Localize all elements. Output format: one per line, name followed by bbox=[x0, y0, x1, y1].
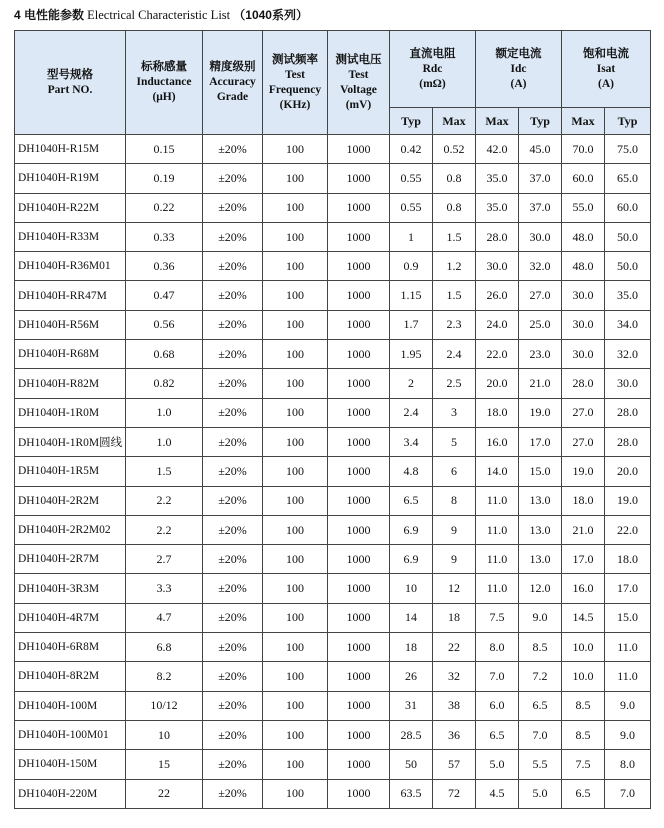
cell-part-number: DH1040H-R22M bbox=[15, 193, 126, 222]
subheader-isat-typ: Typ bbox=[605, 108, 651, 135]
table-row bbox=[15, 135, 651, 164]
cell-inductance: 2.7 bbox=[126, 545, 203, 574]
cell-part-number: DH1040H-100M bbox=[15, 691, 126, 720]
cell-idc-typ: 8.5 bbox=[519, 633, 562, 662]
cell-isat-max: 27.0 bbox=[562, 398, 605, 427]
cell-accuracy: ±20% bbox=[203, 281, 263, 310]
cell-part-number: DH1040H-R15M bbox=[15, 135, 126, 164]
cell-idc-typ: 5.0 bbox=[519, 779, 562, 808]
cell-accuracy: ±20% bbox=[203, 369, 263, 398]
cell-test-frequency: 100 bbox=[263, 193, 328, 222]
cell-idc-typ: 17.0 bbox=[519, 427, 562, 456]
table-row bbox=[15, 252, 651, 281]
cell-isat-typ: 18.0 bbox=[605, 545, 651, 574]
cell-test-voltage: 1000 bbox=[328, 340, 390, 369]
cell-inductance: 0.19 bbox=[126, 164, 203, 193]
cell-accuracy: ±20% bbox=[203, 252, 263, 281]
cell-isat-typ: 65.0 bbox=[605, 164, 651, 193]
cell-isat-typ: 28.0 bbox=[605, 398, 651, 427]
table-row bbox=[15, 340, 651, 369]
table-row bbox=[15, 222, 651, 251]
cell-idc-max: 35.0 bbox=[476, 164, 519, 193]
cell-idc-typ: 37.0 bbox=[519, 164, 562, 193]
cell-isat-max: 48.0 bbox=[562, 252, 605, 281]
cell-part-number: DH1040H-2R7M bbox=[15, 545, 126, 574]
cell-test-voltage: 1000 bbox=[328, 515, 390, 544]
cell-accuracy: ±20% bbox=[203, 427, 263, 456]
cell-rdc-typ: 6.5 bbox=[390, 486, 433, 515]
cell-isat-max: 19.0 bbox=[562, 457, 605, 486]
cell-isat-max: 28.0 bbox=[562, 369, 605, 398]
cell-idc-typ: 30.0 bbox=[519, 222, 562, 251]
cell-isat-typ: 11.0 bbox=[605, 662, 651, 691]
cell-accuracy: ±20% bbox=[203, 135, 263, 164]
cell-idc-typ: 5.5 bbox=[519, 750, 562, 779]
cell-test-voltage: 1000 bbox=[328, 574, 390, 603]
cell-rdc-typ: 0.9 bbox=[390, 252, 433, 281]
header-inductance: 标称感量 Inductance (μH) bbox=[126, 31, 203, 135]
cell-isat-max: 55.0 bbox=[562, 193, 605, 222]
cell-part-number: DH1040H-4R7M bbox=[15, 603, 126, 632]
title-prefix: 4 电性能参数 bbox=[14, 8, 85, 22]
cell-rdc-max: 1.5 bbox=[433, 281, 476, 310]
cell-test-voltage: 1000 bbox=[328, 633, 390, 662]
cell-inductance: 0.22 bbox=[126, 193, 203, 222]
cell-inductance: 22 bbox=[126, 779, 203, 808]
table-row bbox=[15, 427, 651, 456]
cell-isat-max: 70.0 bbox=[562, 135, 605, 164]
cell-rdc-max: 0.52 bbox=[433, 135, 476, 164]
cell-rdc-max: 32 bbox=[433, 662, 476, 691]
cell-isat-typ: 17.0 bbox=[605, 574, 651, 603]
title-series: （1040系列） bbox=[233, 8, 308, 22]
subheader-rdc-typ: Typ bbox=[390, 108, 433, 135]
cell-test-frequency: 100 bbox=[263, 603, 328, 632]
cell-inductance: 15 bbox=[126, 750, 203, 779]
cell-isat-typ: 50.0 bbox=[605, 252, 651, 281]
cell-rdc-max: 72 bbox=[433, 779, 476, 808]
cell-inductance: 1.5 bbox=[126, 457, 203, 486]
cell-rdc-typ: 2.4 bbox=[390, 398, 433, 427]
cell-test-voltage: 1000 bbox=[328, 398, 390, 427]
cell-test-frequency: 100 bbox=[263, 691, 328, 720]
cell-test-voltage: 1000 bbox=[328, 691, 390, 720]
table-row bbox=[15, 603, 651, 632]
cell-test-voltage: 1000 bbox=[328, 603, 390, 632]
cell-isat-max: 8.5 bbox=[562, 691, 605, 720]
cell-idc-max: 8.0 bbox=[476, 633, 519, 662]
table-row bbox=[15, 750, 651, 779]
cell-inductance: 0.82 bbox=[126, 369, 203, 398]
cell-rdc-typ: 28.5 bbox=[390, 720, 433, 749]
cell-inductance: 0.68 bbox=[126, 340, 203, 369]
cell-inductance: 2.2 bbox=[126, 486, 203, 515]
cell-test-frequency: 100 bbox=[263, 633, 328, 662]
cell-inductance: 1.0 bbox=[126, 427, 203, 456]
cell-rdc-typ: 63.5 bbox=[390, 779, 433, 808]
table-row bbox=[15, 720, 651, 749]
cell-rdc-typ: 0.42 bbox=[390, 135, 433, 164]
cell-idc-max: 6.0 bbox=[476, 691, 519, 720]
cell-rdc-typ: 26 bbox=[390, 662, 433, 691]
cell-idc-max: 7.5 bbox=[476, 603, 519, 632]
table-row bbox=[15, 662, 651, 691]
cell-isat-max: 30.0 bbox=[562, 340, 605, 369]
cell-accuracy: ±20% bbox=[203, 662, 263, 691]
cell-idc-typ: 23.0 bbox=[519, 340, 562, 369]
cell-test-voltage: 1000 bbox=[328, 193, 390, 222]
table-row bbox=[15, 779, 651, 808]
table-row bbox=[15, 310, 651, 339]
cell-test-frequency: 100 bbox=[263, 486, 328, 515]
cell-idc-max: 35.0 bbox=[476, 193, 519, 222]
cell-idc-max: 11.0 bbox=[476, 515, 519, 544]
cell-test-voltage: 1000 bbox=[328, 281, 390, 310]
header-isat: 饱和电流 Isat (A) bbox=[562, 31, 651, 108]
cell-inductance: 1.0 bbox=[126, 398, 203, 427]
cell-test-frequency: 100 bbox=[263, 662, 328, 691]
cell-isat-typ: 34.0 bbox=[605, 310, 651, 339]
cell-test-voltage: 1000 bbox=[328, 779, 390, 808]
cell-test-frequency: 100 bbox=[263, 515, 328, 544]
cell-isat-max: 17.0 bbox=[562, 545, 605, 574]
cell-inductance: 8.2 bbox=[126, 662, 203, 691]
cell-idc-typ: 12.0 bbox=[519, 574, 562, 603]
cell-idc-typ: 32.0 bbox=[519, 252, 562, 281]
cell-part-number: DH1040H-150M bbox=[15, 750, 126, 779]
cell-inductance: 0.33 bbox=[126, 222, 203, 251]
cell-part-number: DH1040H-6R8M bbox=[15, 633, 126, 662]
cell-rdc-typ: 6.9 bbox=[390, 515, 433, 544]
cell-isat-typ: 20.0 bbox=[605, 457, 651, 486]
cell-isat-typ: 7.0 bbox=[605, 779, 651, 808]
cell-isat-typ: 22.0 bbox=[605, 515, 651, 544]
cell-part-number: DH1040H-100M01 bbox=[15, 720, 126, 749]
table-row bbox=[15, 369, 651, 398]
cell-inductance: 10 bbox=[126, 720, 203, 749]
cell-rdc-max: 57 bbox=[433, 750, 476, 779]
cell-isat-max: 27.0 bbox=[562, 427, 605, 456]
cell-rdc-typ: 1 bbox=[390, 222, 433, 251]
table-row bbox=[15, 515, 651, 544]
cell-idc-typ: 45.0 bbox=[519, 135, 562, 164]
cell-isat-max: 48.0 bbox=[562, 222, 605, 251]
cell-isat-typ: 50.0 bbox=[605, 222, 651, 251]
cell-test-frequency: 100 bbox=[263, 252, 328, 281]
table-row bbox=[15, 193, 651, 222]
cell-isat-max: 10.0 bbox=[562, 662, 605, 691]
cell-test-frequency: 100 bbox=[263, 340, 328, 369]
cell-idc-typ: 7.0 bbox=[519, 720, 562, 749]
cell-rdc-typ: 2 bbox=[390, 369, 433, 398]
table-row bbox=[15, 486, 651, 515]
cell-test-frequency: 100 bbox=[263, 545, 328, 574]
cell-rdc-max: 9 bbox=[433, 545, 476, 574]
cell-test-frequency: 100 bbox=[263, 574, 328, 603]
cell-idc-typ: 19.0 bbox=[519, 398, 562, 427]
cell-idc-max: 26.0 bbox=[476, 281, 519, 310]
cell-idc-max: 28.0 bbox=[476, 222, 519, 251]
cell-test-voltage: 1000 bbox=[328, 310, 390, 339]
cell-isat-typ: 60.0 bbox=[605, 193, 651, 222]
cell-rdc-typ: 6.9 bbox=[390, 545, 433, 574]
cell-part-number: DH1040H-2R2M02 bbox=[15, 515, 126, 544]
cell-part-number: DH1040H-R56M bbox=[15, 310, 126, 339]
cell-inductance: 0.47 bbox=[126, 281, 203, 310]
cell-test-voltage: 1000 bbox=[328, 369, 390, 398]
cell-test-voltage: 1000 bbox=[328, 457, 390, 486]
cell-idc-typ: 37.0 bbox=[519, 193, 562, 222]
cell-accuracy: ±20% bbox=[203, 515, 263, 544]
cell-test-frequency: 100 bbox=[263, 369, 328, 398]
header-accuracy: 精度级别 Accuracy Grade bbox=[203, 31, 263, 135]
cell-isat-max: 10.0 bbox=[562, 633, 605, 662]
cell-idc-max: 22.0 bbox=[476, 340, 519, 369]
cell-isat-typ: 35.0 bbox=[605, 281, 651, 310]
cell-isat-typ: 9.0 bbox=[605, 691, 651, 720]
cell-accuracy: ±20% bbox=[203, 340, 263, 369]
subheader-rdc-max: Max bbox=[433, 108, 476, 135]
cell-accuracy: ±20% bbox=[203, 457, 263, 486]
cell-rdc-typ: 0.55 bbox=[390, 193, 433, 222]
cell-isat-typ: 9.0 bbox=[605, 720, 651, 749]
cell-part-number: DH1040H-1R0M圆线 bbox=[15, 427, 126, 456]
cell-accuracy: ±20% bbox=[203, 779, 263, 808]
cell-idc-typ: 25.0 bbox=[519, 310, 562, 339]
cell-test-voltage: 1000 bbox=[328, 662, 390, 691]
cell-rdc-max: 2.5 bbox=[433, 369, 476, 398]
cell-idc-max: 11.0 bbox=[476, 486, 519, 515]
cell-rdc-max: 38 bbox=[433, 691, 476, 720]
cell-rdc-max: 8 bbox=[433, 486, 476, 515]
cell-part-number: DH1040H-RR47M bbox=[15, 281, 126, 310]
cell-test-frequency: 100 bbox=[263, 457, 328, 486]
cell-part-number: DH1040H-3R3M bbox=[15, 574, 126, 603]
cell-rdc-typ: 1.7 bbox=[390, 310, 433, 339]
cell-inductance: 6.8 bbox=[126, 633, 203, 662]
cell-accuracy: ±20% bbox=[203, 545, 263, 574]
table-row bbox=[15, 281, 651, 310]
cell-isat-max: 7.5 bbox=[562, 750, 605, 779]
cell-test-voltage: 1000 bbox=[328, 545, 390, 574]
cell-rdc-typ: 1.95 bbox=[390, 340, 433, 369]
cell-rdc-max: 1.2 bbox=[433, 252, 476, 281]
cell-rdc-typ: 31 bbox=[390, 691, 433, 720]
cell-inductance: 2.2 bbox=[126, 515, 203, 544]
cell-inductance: 10/12 bbox=[126, 691, 203, 720]
cell-rdc-max: 2.3 bbox=[433, 310, 476, 339]
cell-test-frequency: 100 bbox=[263, 281, 328, 310]
cell-isat-typ: 19.0 bbox=[605, 486, 651, 515]
title-english: Electrical Characteristic List bbox=[84, 8, 234, 22]
cell-isat-max: 21.0 bbox=[562, 515, 605, 544]
cell-idc-max: 20.0 bbox=[476, 369, 519, 398]
table-row bbox=[15, 691, 651, 720]
cell-test-voltage: 1000 bbox=[328, 486, 390, 515]
table-row bbox=[15, 633, 651, 662]
cell-test-frequency: 100 bbox=[263, 398, 328, 427]
cell-test-frequency: 100 bbox=[263, 427, 328, 456]
cell-isat-typ: 15.0 bbox=[605, 603, 651, 632]
cell-rdc-max: 3 bbox=[433, 398, 476, 427]
cell-isat-max: 60.0 bbox=[562, 164, 605, 193]
cell-idc-max: 18.0 bbox=[476, 398, 519, 427]
cell-rdc-typ: 3.4 bbox=[390, 427, 433, 456]
cell-idc-typ: 13.0 bbox=[519, 486, 562, 515]
table-row bbox=[15, 398, 651, 427]
cell-test-voltage: 1000 bbox=[328, 750, 390, 779]
cell-rdc-max: 2.4 bbox=[433, 340, 476, 369]
cell-rdc-typ: 10 bbox=[390, 574, 433, 603]
cell-idc-max: 14.0 bbox=[476, 457, 519, 486]
cell-isat-typ: 11.0 bbox=[605, 633, 651, 662]
cell-test-voltage: 1000 bbox=[328, 135, 390, 164]
cell-isat-max: 16.0 bbox=[562, 574, 605, 603]
cell-test-voltage: 1000 bbox=[328, 427, 390, 456]
cell-test-frequency: 100 bbox=[263, 164, 328, 193]
cell-accuracy: ±20% bbox=[203, 633, 263, 662]
cell-test-frequency: 100 bbox=[263, 720, 328, 749]
cell-part-number: DH1040H-1R5M bbox=[15, 457, 126, 486]
cell-idc-typ: 13.0 bbox=[519, 545, 562, 574]
cell-test-frequency: 100 bbox=[263, 310, 328, 339]
cell-part-number: DH1040H-R33M bbox=[15, 222, 126, 251]
subheader-idc-typ: Typ bbox=[519, 108, 562, 135]
cell-idc-typ: 6.5 bbox=[519, 691, 562, 720]
cell-isat-typ: 30.0 bbox=[605, 369, 651, 398]
cell-rdc-max: 18 bbox=[433, 603, 476, 632]
cell-rdc-max: 0.8 bbox=[433, 193, 476, 222]
cell-test-frequency: 100 bbox=[263, 135, 328, 164]
header-idc: 额定电流 Idc (A) bbox=[476, 31, 562, 108]
cell-idc-max: 42.0 bbox=[476, 135, 519, 164]
cell-accuracy: ±20% bbox=[203, 398, 263, 427]
cell-inductance: 0.15 bbox=[126, 135, 203, 164]
cell-part-number: DH1040H-R68M bbox=[15, 340, 126, 369]
cell-idc-max: 5.0 bbox=[476, 750, 519, 779]
cell-isat-typ: 75.0 bbox=[605, 135, 651, 164]
cell-idc-max: 6.5 bbox=[476, 720, 519, 749]
cell-isat-max: 6.5 bbox=[562, 779, 605, 808]
cell-isat-max: 30.0 bbox=[562, 281, 605, 310]
cell-test-voltage: 1000 bbox=[328, 720, 390, 749]
cell-idc-typ: 21.0 bbox=[519, 369, 562, 398]
cell-test-voltage: 1000 bbox=[328, 252, 390, 281]
header-test-voltage: 测试电压 Test Voltage (mV) bbox=[328, 31, 390, 135]
subheader-idc-max: Max bbox=[476, 108, 519, 135]
cell-accuracy: ±20% bbox=[203, 574, 263, 603]
cell-idc-max: 4.5 bbox=[476, 779, 519, 808]
cell-rdc-max: 12 bbox=[433, 574, 476, 603]
cell-test-voltage: 1000 bbox=[328, 164, 390, 193]
cell-inductance: 0.36 bbox=[126, 252, 203, 281]
cell-accuracy: ±20% bbox=[203, 486, 263, 515]
table-row bbox=[15, 457, 651, 486]
cell-accuracy: ±20% bbox=[203, 193, 263, 222]
cell-rdc-typ: 18 bbox=[390, 633, 433, 662]
table-body bbox=[15, 135, 651, 809]
cell-part-number: DH1040H-1R0M bbox=[15, 398, 126, 427]
cell-part-number: DH1040H-8R2M bbox=[15, 662, 126, 691]
cell-rdc-max: 9 bbox=[433, 515, 476, 544]
cell-idc-max: 11.0 bbox=[476, 574, 519, 603]
table-row bbox=[15, 164, 651, 193]
cell-isat-max: 14.5 bbox=[562, 603, 605, 632]
cell-rdc-typ: 50 bbox=[390, 750, 433, 779]
section-title bbox=[14, 6, 308, 23]
cell-idc-max: 16.0 bbox=[476, 427, 519, 456]
cell-rdc-max: 1.5 bbox=[433, 222, 476, 251]
cell-part-number: DH1040H-R19M bbox=[15, 164, 126, 193]
header-part-number: 型号规格 Part NO. bbox=[15, 31, 126, 135]
electrical-characteristic-table bbox=[14, 30, 651, 809]
cell-accuracy: ±20% bbox=[203, 164, 263, 193]
header-test-frequency: 测试频率 Test Frequency (KHz) bbox=[263, 31, 328, 135]
cell-accuracy: ±20% bbox=[203, 603, 263, 632]
cell-idc-typ: 9.0 bbox=[519, 603, 562, 632]
cell-idc-max: 24.0 bbox=[476, 310, 519, 339]
cell-idc-typ: 7.2 bbox=[519, 662, 562, 691]
cell-rdc-typ: 0.55 bbox=[390, 164, 433, 193]
cell-test-frequency: 100 bbox=[263, 750, 328, 779]
cell-accuracy: ±20% bbox=[203, 222, 263, 251]
cell-rdc-typ: 4.8 bbox=[390, 457, 433, 486]
cell-isat-typ: 32.0 bbox=[605, 340, 651, 369]
cell-idc-max: 11.0 bbox=[476, 545, 519, 574]
cell-rdc-max: 36 bbox=[433, 720, 476, 749]
cell-accuracy: ±20% bbox=[203, 310, 263, 339]
cell-test-frequency: 100 bbox=[263, 222, 328, 251]
cell-isat-max: 8.5 bbox=[562, 720, 605, 749]
cell-isat-max: 18.0 bbox=[562, 486, 605, 515]
cell-rdc-typ: 14 bbox=[390, 603, 433, 632]
cell-idc-max: 30.0 bbox=[476, 252, 519, 281]
cell-part-number: DH1040H-220M bbox=[15, 779, 126, 808]
cell-idc-typ: 27.0 bbox=[519, 281, 562, 310]
cell-rdc-max: 22 bbox=[433, 633, 476, 662]
cell-idc-max: 7.0 bbox=[476, 662, 519, 691]
table-row bbox=[15, 574, 651, 603]
header-rdc: 直流电阻 Rdc (mΩ) bbox=[390, 31, 476, 108]
table-row bbox=[15, 545, 651, 574]
cell-inductance: 4.7 bbox=[126, 603, 203, 632]
cell-part-number: DH1040H-2R2M bbox=[15, 486, 126, 515]
subheader-isat-max: Max bbox=[562, 108, 605, 135]
cell-accuracy: ±20% bbox=[203, 691, 263, 720]
cell-isat-max: 30.0 bbox=[562, 310, 605, 339]
cell-test-frequency: 100 bbox=[263, 779, 328, 808]
cell-accuracy: ±20% bbox=[203, 750, 263, 779]
cell-inductance: 3.3 bbox=[126, 574, 203, 603]
cell-test-voltage: 1000 bbox=[328, 222, 390, 251]
cell-inductance: 0.56 bbox=[126, 310, 203, 339]
cell-rdc-max: 6 bbox=[433, 457, 476, 486]
cell-part-number: DH1040H-R82M bbox=[15, 369, 126, 398]
cell-idc-typ: 15.0 bbox=[519, 457, 562, 486]
cell-isat-typ: 28.0 bbox=[605, 427, 651, 456]
cell-rdc-max: 5 bbox=[433, 427, 476, 456]
cell-accuracy: ±20% bbox=[203, 720, 263, 749]
cell-idc-typ: 13.0 bbox=[519, 515, 562, 544]
cell-isat-typ: 8.0 bbox=[605, 750, 651, 779]
cell-rdc-typ: 1.15 bbox=[390, 281, 433, 310]
cell-part-number: DH1040H-R36M01 bbox=[15, 252, 126, 281]
cell-rdc-max: 0.8 bbox=[433, 164, 476, 193]
